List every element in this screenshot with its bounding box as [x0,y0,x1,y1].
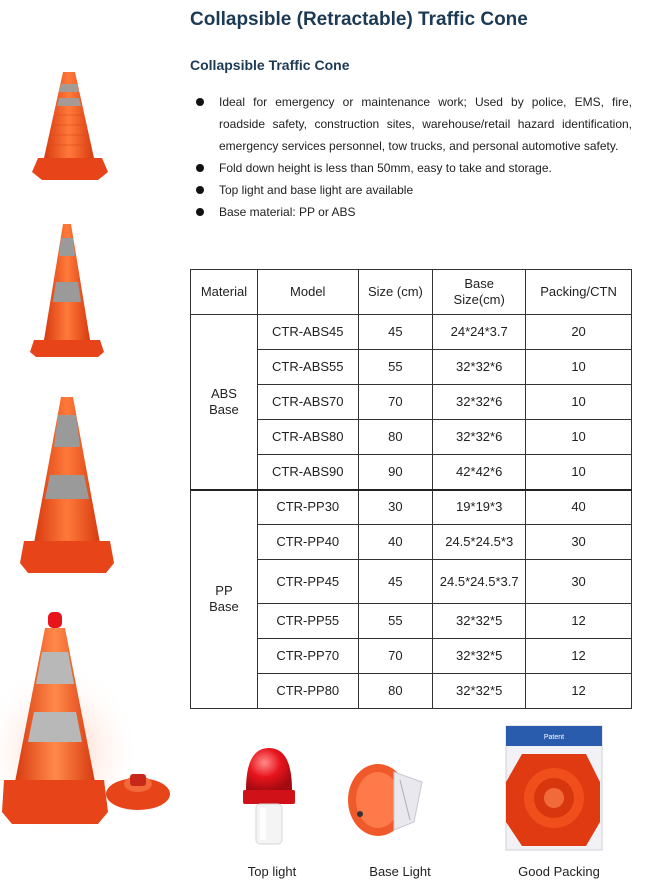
size-cell: 55 [358,604,433,639]
abs-cone-image [28,222,108,358]
packing-cell: 12 [526,639,632,674]
base-size-cell: 32*32*5 [433,674,526,709]
base-size-cell: 24.5*24.5*3 [433,525,526,560]
packing-cell: 10 [526,455,632,490]
table-row [191,560,632,604]
model-cell: CTR-PP45 [257,560,358,604]
model-cell: CTR-PP40 [257,525,358,560]
top-light-image [238,742,300,850]
spec-table [190,269,632,709]
model-cell: CTR-ABS90 [257,455,358,490]
table-row [191,674,632,709]
top-light-caption: Top light [247,864,297,879]
table-row [191,490,632,525]
feature-item [192,201,632,223]
size-cell: 90 [358,455,433,490]
table-row [191,420,632,455]
collapsed-cone-image [28,70,112,182]
feature-list [192,91,632,223]
bullet-icon [196,164,204,172]
model-cell: CTR-PP80 [257,674,358,709]
header-cell: Model [257,270,358,315]
feature-text: Base material: PP or ABS [219,205,356,219]
table-row [191,604,632,639]
base-size-cell: 32*32*6 [433,350,526,385]
size-cell: 45 [358,315,433,350]
material-cell: ABS Base [191,315,258,490]
table-header-row [191,270,632,315]
packing-label: Patent [543,734,565,741]
pp-cone-image [18,395,116,575]
base-light-caption: Base Light [369,864,431,879]
model-cell: CTR-ABS80 [257,420,358,455]
packing-cell: 10 [526,350,632,385]
packing-image [492,724,614,854]
packing-cell: 40 [526,490,632,525]
base-size-cell: 32*32*6 [433,420,526,455]
packing-cell: 12 [526,674,632,709]
packing-cell: 10 [526,385,632,420]
base-light-image [344,760,424,842]
header-cell: Material [191,270,258,315]
table-row [191,350,632,385]
feature-item [192,91,632,157]
feature-text: Top light and base light are available [219,183,414,197]
base-size-cell: 42*42*6 [433,455,526,490]
size-cell: 70 [358,639,433,674]
size-cell: 55 [358,350,433,385]
feature-text: Ideal for emergency or maintenance work; Used by police, EMS, fire, roadside safety, construction sites, warehouse/retail hazard identification, emergency services personnel, tow trucks, and personal automotive safety. [219,95,632,153]
base-size-cell: 19*19*3 [433,490,526,525]
model-cell: CTR-ABS45 [257,315,358,350]
packing-cell: 10 [526,420,632,455]
size-cell: 80 [358,420,433,455]
table-row [191,385,632,420]
size-cell: 80 [358,674,433,709]
packing-cell: 12 [526,604,632,639]
model-cell: CTR-PP70 [257,639,358,674]
model-cell: CTR-PP30 [257,490,358,525]
header-cell: Size (cm) [358,270,433,315]
bullet-icon [196,98,204,106]
base-size-cell: 32*32*6 [433,385,526,420]
table-row [191,639,632,674]
table-row [191,315,632,350]
base-size-cell: 32*32*5 [433,639,526,674]
bullet-icon [196,186,204,194]
table-row [191,455,632,490]
page-title: Collapsible (Retractable) Traffic Cone [190,9,528,30]
size-cell: 30 [358,490,433,525]
packing-cell: 30 [526,525,632,560]
good-packing-caption: Good Packing [518,864,600,879]
feature-item [192,157,632,179]
table-row [191,525,632,560]
size-cell: 45 [358,560,433,604]
material-cell: PP Base [191,490,258,709]
model-cell: CTR-ABS70 [257,385,358,420]
packing-cell: 30 [526,560,632,604]
base-size-cell: 32*32*5 [433,604,526,639]
header-cell: Base Size(cm) [433,270,526,315]
model-cell: CTR-PP55 [257,604,358,639]
section-subtitle: Collapsible Traffic Cone [190,57,350,73]
base-size-cell: 24.5*24.5*3.7 [433,560,526,604]
bullet-icon [196,208,204,216]
size-cell: 40 [358,525,433,560]
feature-text: Fold down height is less than 50mm, easy to take and storage. [219,161,552,175]
size-cell: 70 [358,385,433,420]
packing-cell: 20 [526,315,632,350]
base-size-cell: 24*24*3.7 [433,315,526,350]
lighted-cone-image [0,612,170,832]
header-cell: Packing/CTN [526,270,632,315]
model-cell: CTR-ABS55 [257,350,358,385]
feature-item [192,179,632,201]
